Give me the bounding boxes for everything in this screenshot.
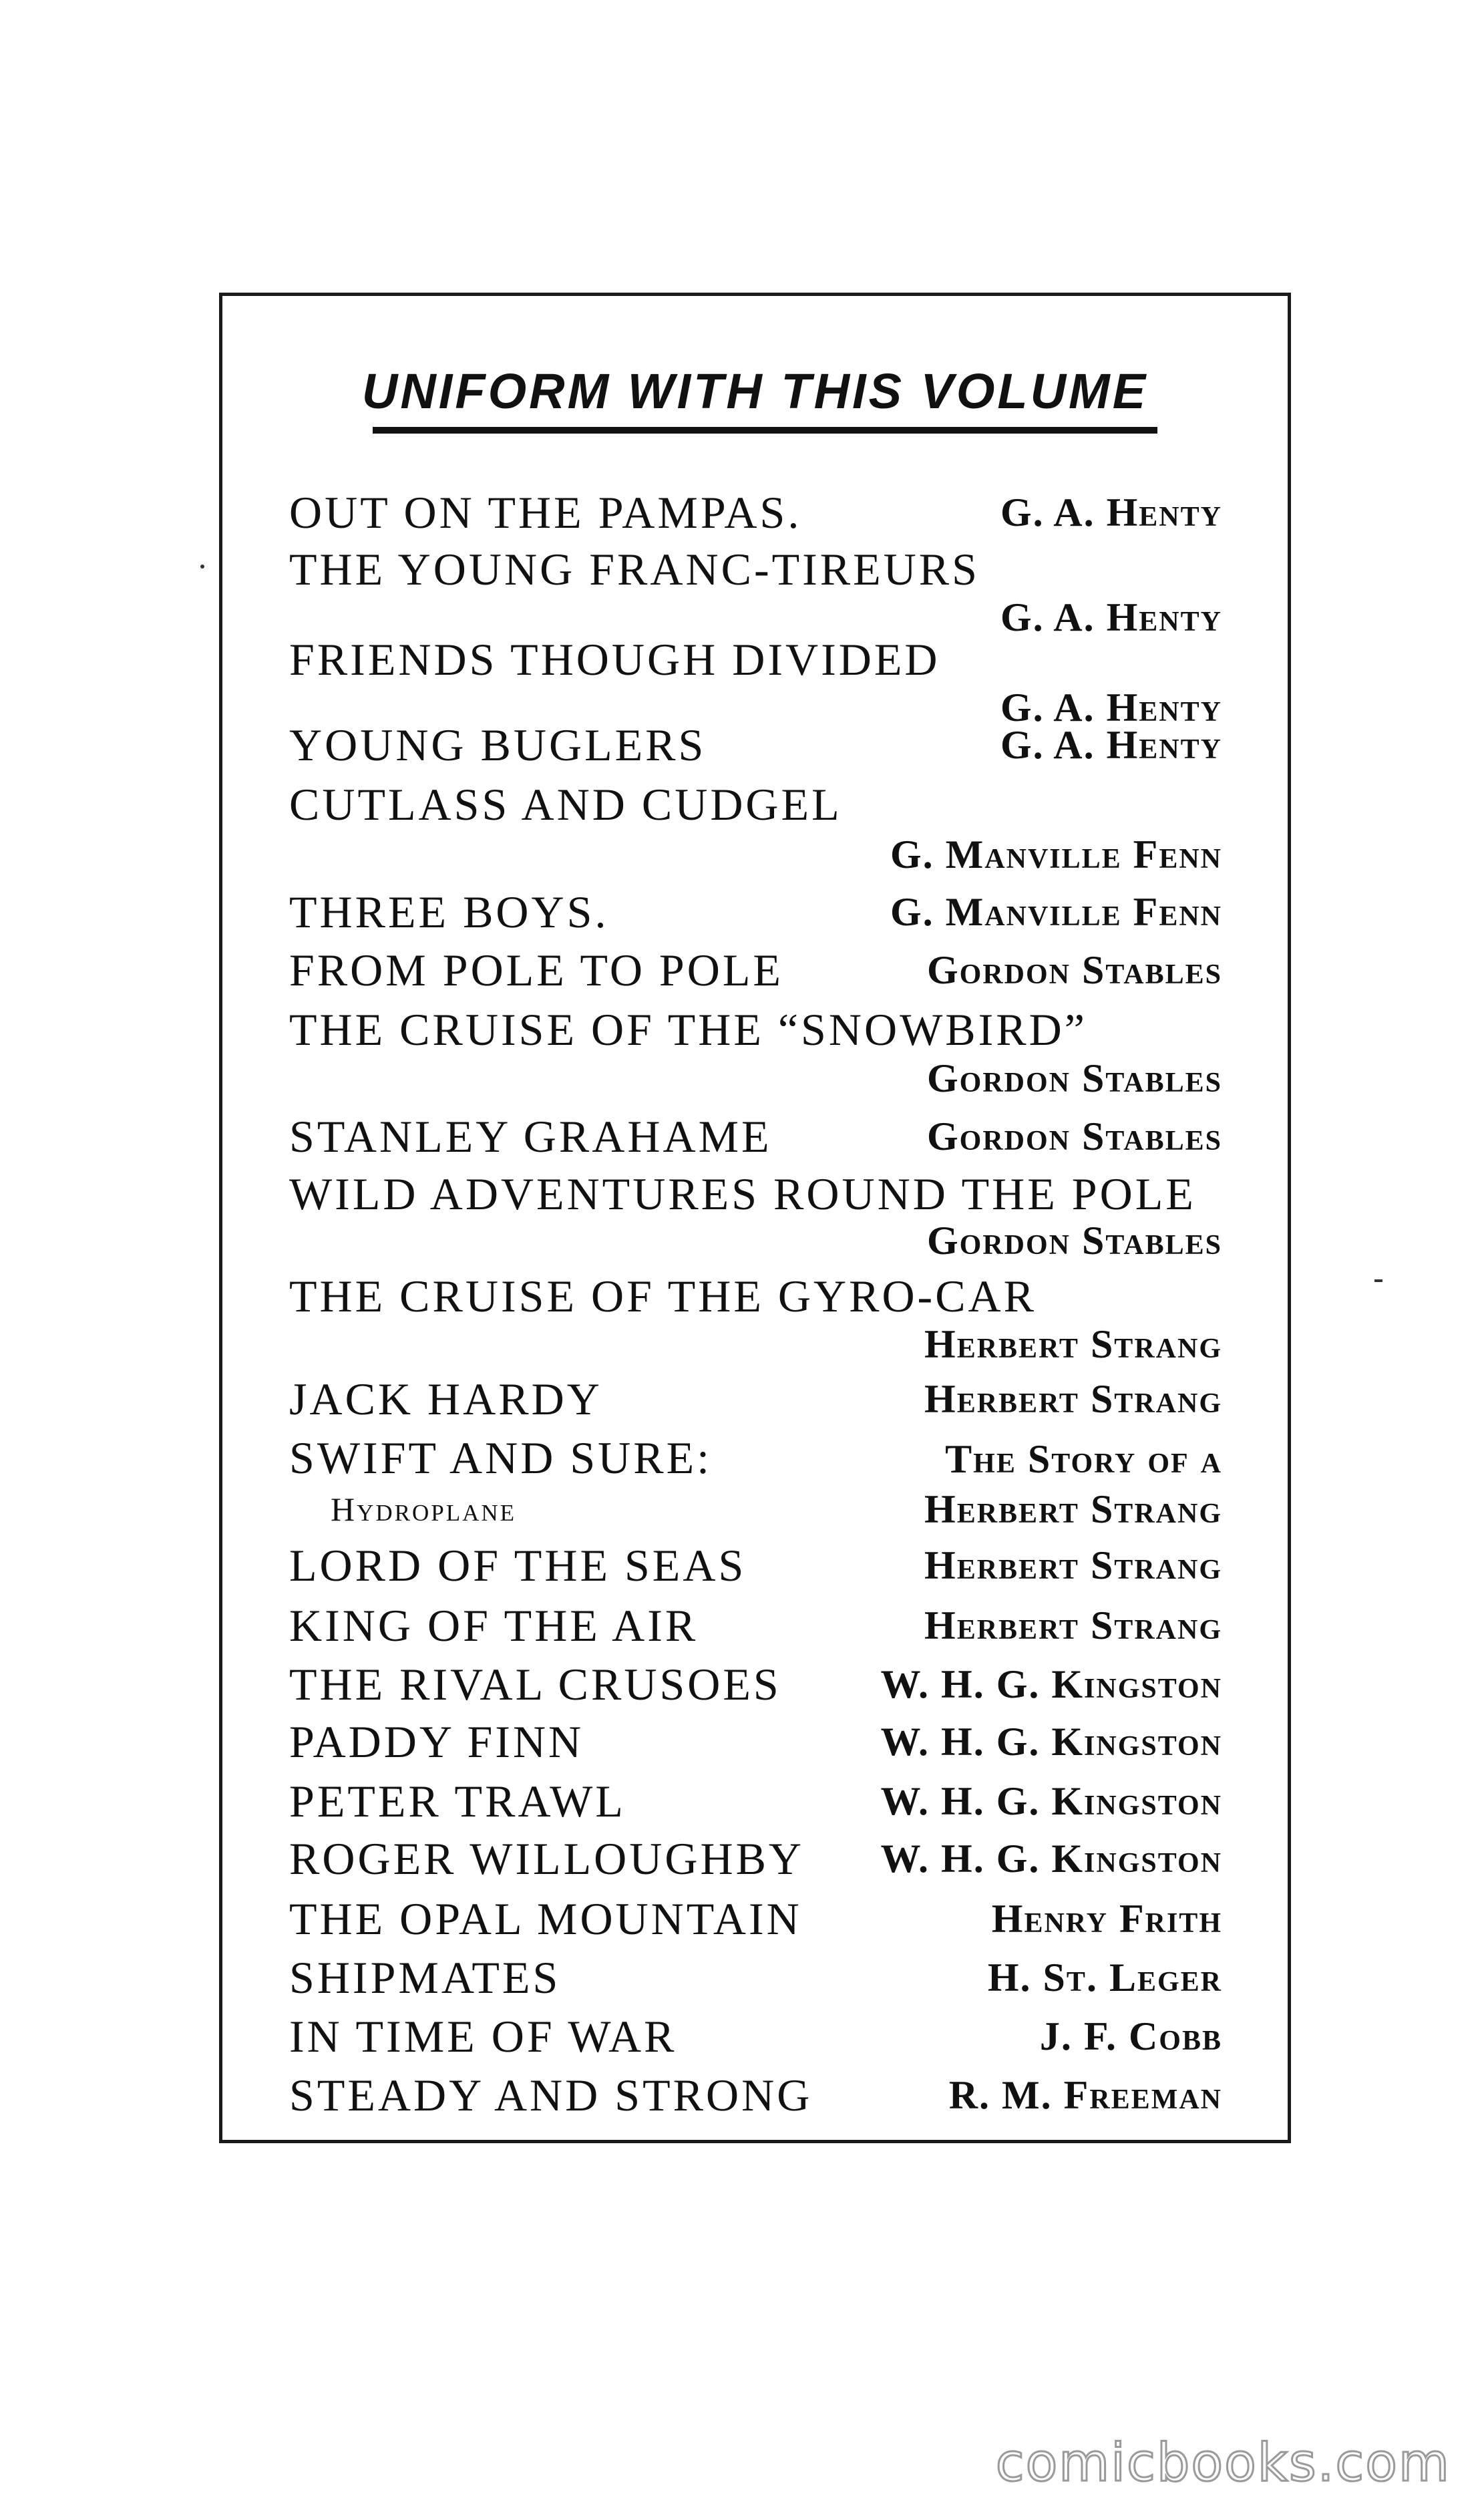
book-author: W. H. G. Kingston bbox=[880, 1779, 1222, 1823]
book-author: R. M. Freeman bbox=[948, 2073, 1222, 2117]
book-subtitle: Hydroplane bbox=[331, 1490, 517, 1528]
book-author: W. H. G. Kingston bbox=[880, 1662, 1222, 1706]
book-title: SWIFT AND SURE: bbox=[289, 1432, 713, 1483]
book-author: Gordon Stables bbox=[927, 1056, 1222, 1100]
book-author: Herbert Strang bbox=[924, 1487, 1222, 1531]
book-author: W. H. G. Kingston bbox=[880, 1837, 1222, 1881]
book-author: Herbert Strang bbox=[924, 1543, 1222, 1587]
book-author: Gordon Stables bbox=[927, 948, 1222, 992]
book-title: PETER TRAWL bbox=[289, 1776, 626, 1827]
book-author: W. H. G. Kingston bbox=[880, 1720, 1222, 1764]
book-author: G. A. Henty bbox=[1000, 723, 1222, 767]
book-title: OUT ON THE PAMPAS. bbox=[289, 487, 802, 538]
book-author: Herbert Strang bbox=[924, 1322, 1222, 1366]
book-subtitle: The Story of a bbox=[945, 1437, 1222, 1481]
book-title: YOUNG BUGLERS bbox=[289, 720, 707, 770]
book-title: THE CRUISE OF THE GYRO-CAR bbox=[289, 1271, 1037, 1321]
book-title: THE CRUISE OF THE “SNOWBIRD” bbox=[289, 1004, 1087, 1055]
book-title: PADDY FINN bbox=[289, 1716, 584, 1767]
book-title: STANLEY GRAHAME bbox=[289, 1111, 772, 1162]
book-author: Henry Frith bbox=[991, 1897, 1222, 1941]
book-author: G. A. Henty bbox=[1000, 595, 1222, 639]
book-title: WILD ADVENTURES ROUND THE POLE bbox=[289, 1168, 1196, 1219]
book-author: G. A. Henty bbox=[1000, 490, 1222, 534]
book-title: CUTLASS AND CUDGEL bbox=[289, 779, 842, 830]
book-title: KING OF THE AIR bbox=[289, 1600, 699, 1651]
book-author: G. Manville Fenn bbox=[890, 832, 1222, 877]
book-title: IN TIME OF WAR bbox=[289, 2011, 677, 2062]
book-author: Herbert Strang bbox=[924, 1377, 1222, 1421]
book-title: ROGER WILLOUGHBY bbox=[289, 1833, 805, 1884]
book-title: SHIPMATES bbox=[289, 1952, 561, 2003]
advertisement-frame bbox=[219, 293, 1291, 2143]
book-author: G. Manville Fenn bbox=[890, 890, 1222, 934]
book-title: FRIENDS THOUGH DIVIDED bbox=[289, 634, 940, 685]
watermark-text: comicbooks.com bbox=[995, 2433, 1451, 2493]
book-title: THE OPAL MOUNTAIN bbox=[289, 1893, 802, 1944]
book-title: THE RIVAL CRUSOES bbox=[289, 1659, 781, 1710]
stray-ink-mark bbox=[200, 565, 204, 569]
heading-underline bbox=[373, 427, 1157, 434]
stray-ink-mark bbox=[1374, 1279, 1382, 1282]
book-author: H. St. Leger bbox=[987, 1955, 1222, 2000]
book-author: Gordon Stables bbox=[927, 1114, 1222, 1158]
book-title: FROM POLE TO POLE bbox=[289, 945, 783, 995]
page-heading: UNIFORM WITH THIS VOLUME bbox=[361, 363, 1149, 419]
book-author: Herbert Strang bbox=[924, 1603, 1222, 1647]
book-author: Gordon Stables bbox=[927, 1219, 1222, 1263]
book-title: THREE BOYS. bbox=[289, 887, 609, 937]
book-author: J. F. Cobb bbox=[1039, 2014, 1222, 2058]
book-title: JACK HARDY bbox=[289, 1374, 602, 1424]
book-title: THE YOUNG FRANC-TIREURS bbox=[289, 544, 980, 595]
book-title: LORD OF THE SEAS bbox=[289, 1540, 747, 1591]
book-author: G. A. Henty bbox=[1000, 685, 1222, 730]
book-title: STEADY AND STRONG bbox=[289, 2070, 813, 2120]
